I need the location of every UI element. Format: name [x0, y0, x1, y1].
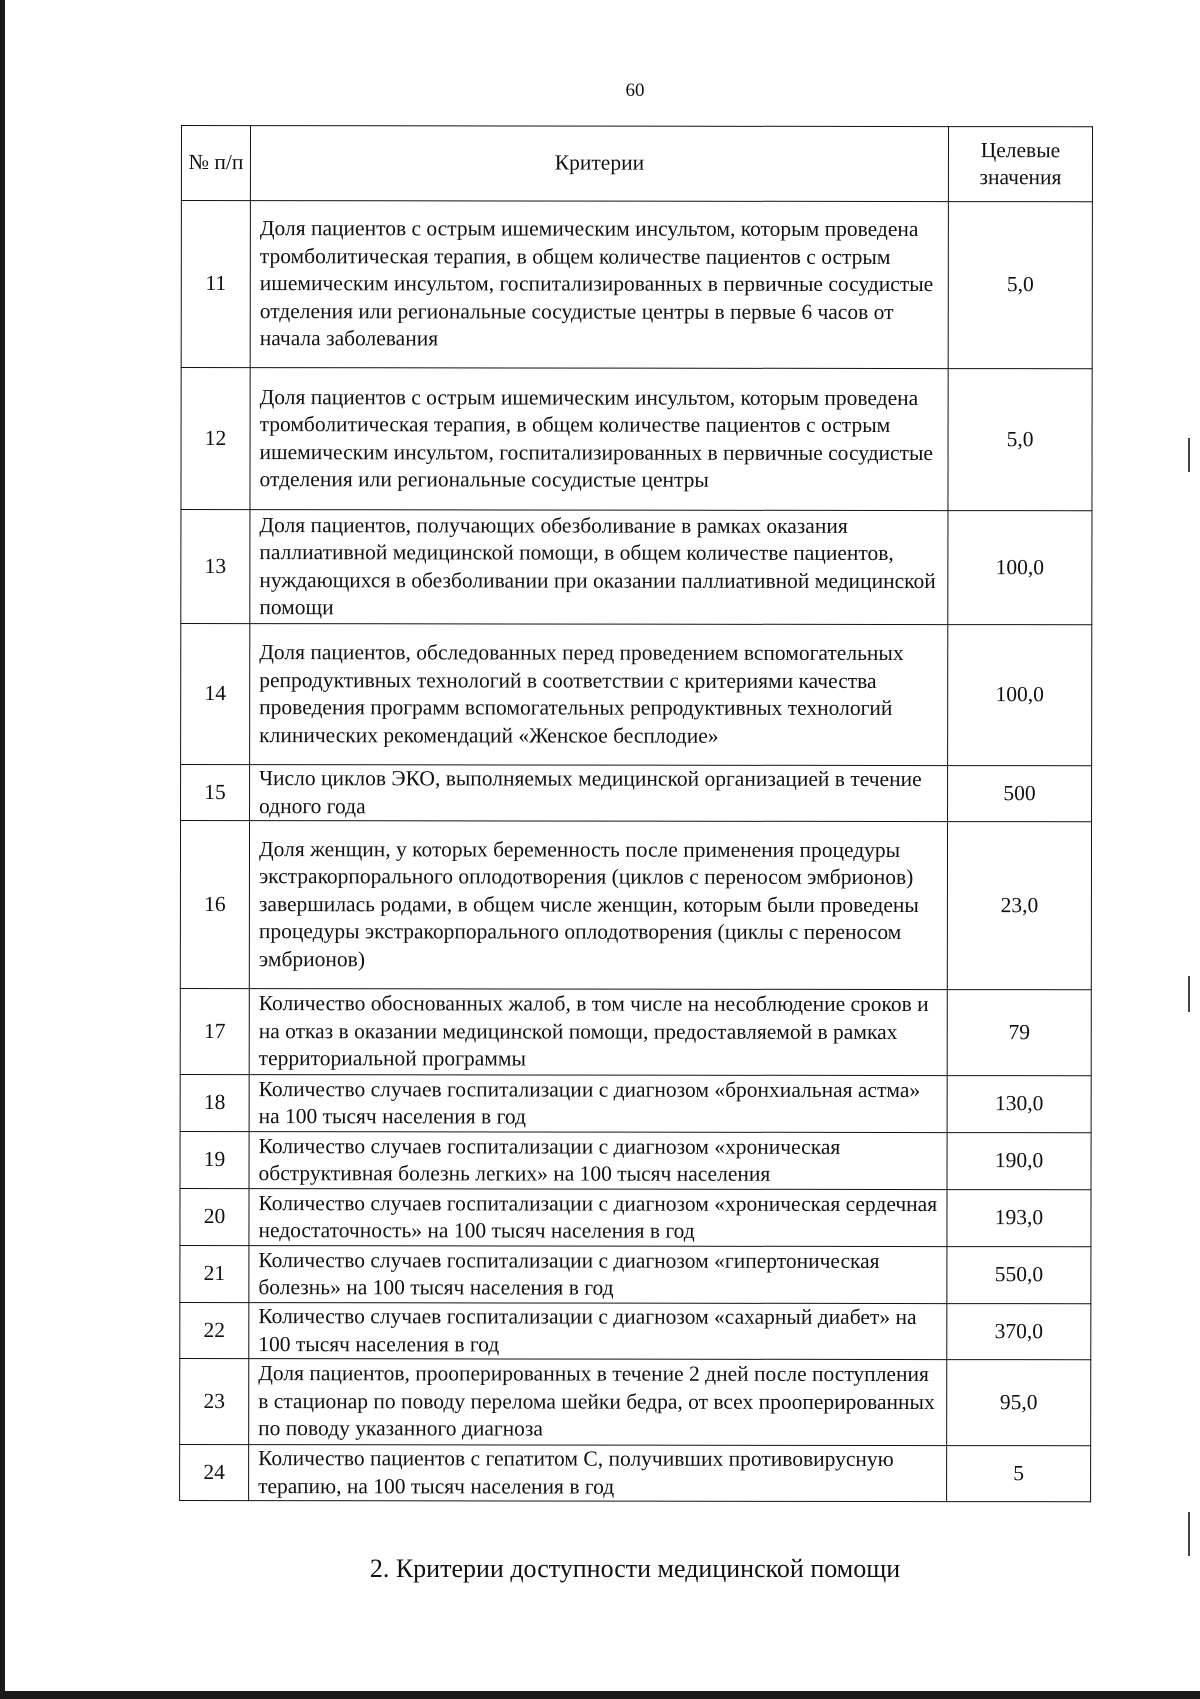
header-target-values: Целевые значения — [948, 127, 1092, 202]
table-row — [180, 1131, 1091, 1189]
row-criteria: Количество случаев госпитализации с диагнозом «гипертоническая болезнь» на 100 тысяч населения в год — [249, 1246, 947, 1304]
row-number: 21 — [180, 1245, 249, 1302]
row-target-value: 193,0 — [947, 1190, 1091, 1247]
scan-border-left — [0, 0, 5, 1699]
scan-border-bottom — [0, 1691, 1200, 1699]
row-number: 11 — [181, 201, 250, 368]
row-criteria: Количество случаев госпитализации с диагнозом «хроническая обструктивная болезнь легких» на 100 тысяч населения — [249, 1132, 947, 1190]
row-number: 20 — [180, 1188, 249, 1245]
row-criteria: Количество обоснованных жалоб, в том числе на несоблюдение сроков и на отказ в оказании медицинской помощи, предоставляемой в рамках территориальной программы — [249, 989, 947, 1076]
row-target-value: 5,0 — [948, 369, 1092, 511]
table-row — [181, 201, 1092, 369]
row-criteria: Количество случаев госпитализации с диагнозом «бронхиальная астма» на 100 тысяч населения в год — [249, 1075, 947, 1133]
row-target-value: 190,0 — [947, 1133, 1091, 1190]
row-criteria: Доля пациентов, прооперированных в течение 2 дней после поступления в стационар по поводу перелома шейки бедра, от всех прооперированных по поводу указанного диагноза — [249, 1359, 947, 1446]
scan-margin-mark — [1188, 976, 1190, 1012]
row-number: 17 — [180, 988, 249, 1074]
row-criteria: Доля пациентов с острым ишемическим инсультом, которым проведена тромболитическая терапия, в общем количестве пациентов с острым ишемическим инсультом, госпитализированных в первичные сосудистые отделения или региональные сосудистые центры — [250, 368, 948, 511]
row-number: 16 — [180, 821, 249, 989]
page-number: 60 — [625, 80, 645, 101]
row-target-value: 370,0 — [947, 1304, 1091, 1360]
row-criteria: Число циклов ЭКО, выполняемых медицинской организацией в течение одного года — [250, 765, 948, 822]
table-row — [180, 988, 1091, 1075]
table-row — [181, 624, 1092, 766]
row-number: 15 — [181, 765, 250, 821]
table-header-row — [181, 126, 1092, 202]
table-row — [180, 1444, 1091, 1501]
row-target-value: 550,0 — [947, 1247, 1091, 1304]
table-row — [180, 1358, 1091, 1445]
row-target-value: 95,0 — [947, 1360, 1091, 1446]
row-target-value: 100,0 — [948, 511, 1092, 625]
row-target-value: 100,0 — [948, 625, 1092, 766]
row-criteria: Количество пациентов с гепатитом С, получивших противовирусную терапию, на 100 тысяч населения в год — [249, 1445, 947, 1502]
row-criteria: Количество случаев госпитализации с диагнозом «хроническая сердечная недостаточность» на 100 тысяч населения в год — [249, 1189, 947, 1247]
row-number: 23 — [180, 1358, 249, 1444]
table-row — [180, 1245, 1091, 1303]
row-target-value: 23,0 — [947, 822, 1091, 990]
row-criteria: Доля пациентов, получающих обезболивание в рамках оказания паллиативной медицинской помощи, в общем количестве пациентов, нуждающихся в обезболивании при оказании паллиативной медицинской помощи — [250, 510, 948, 625]
row-criteria: Доля пациентов, обследованных перед проведением вспомогательных репродуктивных технологий в соответствии с критериями качества проведения программ вспомогательных репродуктивных технологий клинических рекомендаций «Женское бесплодие» — [250, 624, 948, 766]
table-row — [180, 1302, 1091, 1359]
table-row — [180, 821, 1091, 990]
table-row — [180, 1188, 1091, 1246]
row-criteria: Количество случаев госпитализации с диагнозом «сахарный диабет» на 100 тысяч населения в год — [249, 1303, 947, 1360]
row-target-value: 5,0 — [948, 202, 1092, 369]
row-number: 12 — [181, 368, 250, 510]
row-criteria: Доля пациентов с острым ишемическим инсультом, которым проведена тромболитическая терапия, в общем количестве пациентов с острым ишемическим инсультом, госпитализированных в первичные сосудистые отделения или региональные сосудистые центры в первые 6 часов от начала заболевания — [250, 201, 948, 369]
row-criteria: Доля женщин, у которых беременность после применения процедуры экстракорпорального оплодотворения (циклов с переносом эмбрионов) завершилась родами, в общем числе женщин, которым были проведены процедуры экстракорпорального оплодотворения (циклы с переносом эмбрионов) — [249, 821, 947, 990]
row-target-value: 5 — [947, 1446, 1091, 1502]
header-num: № п/п — [181, 126, 250, 201]
row-number: 24 — [180, 1444, 249, 1500]
table-row — [181, 368, 1092, 511]
scan-margin-mark — [1188, 1512, 1190, 1556]
table-row — [180, 1074, 1091, 1132]
row-number: 19 — [180, 1131, 249, 1188]
row-number: 14 — [181, 624, 250, 765]
row-target-value: 500 — [948, 766, 1092, 822]
table-row — [181, 510, 1092, 625]
row-target-value: 130,0 — [947, 1076, 1091, 1133]
criteria-table — [179, 125, 1093, 1502]
row-number: 18 — [180, 1074, 249, 1131]
row-number: 22 — [180, 1302, 249, 1358]
scan-margin-mark — [1188, 438, 1190, 472]
table-row — [181, 765, 1092, 822]
section-heading: 2. Критерии доступности медицинской помощи — [369, 1554, 901, 1583]
row-number: 13 — [181, 510, 250, 624]
row-target-value: 79 — [947, 990, 1091, 1076]
header-criteria: Критерии — [250, 126, 948, 202]
